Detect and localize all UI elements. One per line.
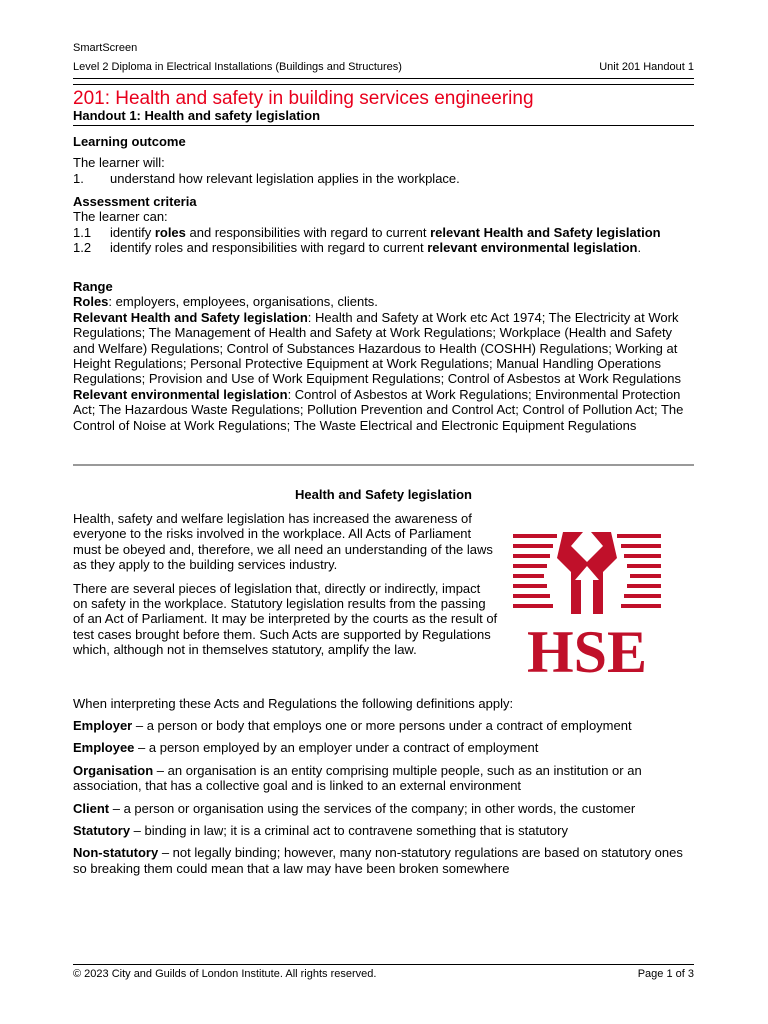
definitions-list bbox=[73, 718, 694, 883]
definition-text: – an organisation is an entity comprising multiple people, such as an institution or an association, that has a collective goal and is linked to an external environment bbox=[73, 762, 642, 794]
range-env-text: : Control of Asbestos at Work Regulations; Environmental Protection Act; The Hazardous Waste Regulations; Pollution Prevention and Control Act; Control of Pollution Act; The Control of Noise at Work Regulations; The Waste Electrical and Electronic Equipment Regulations bbox=[73, 386, 684, 433]
learning-outcome-intro: The learner will: bbox=[73, 155, 165, 171]
range-section bbox=[73, 279, 694, 433]
text-run: identify roles and responsibilities with regard to current bbox=[110, 240, 428, 256]
definition-item bbox=[73, 845, 694, 876]
definition-text: – not legally binding; however, many non-statutory regulations are based on statutory ones so breaking them could mean that a law may have been broken somewhere bbox=[73, 845, 683, 876]
assessment-item bbox=[73, 240, 694, 255]
section-heading: Health and Safety legislation bbox=[295, 487, 472, 502]
definition-term: Employer bbox=[73, 718, 133, 733]
learning-outcome-item bbox=[73, 171, 694, 186]
assessment-section bbox=[73, 194, 694, 256]
intro-paragraphs bbox=[73, 511, 498, 666]
item-text bbox=[110, 225, 694, 240]
header-course: Level 2 Diploma in Electrical Installations (Buildings and Structures) bbox=[73, 61, 402, 73]
header-divider bbox=[73, 78, 694, 79]
range-hs-text: : Health and Safety at Work etc Act 1974; The Electricity at Work Regulations; The Management of Health and Safety at Work Regulations; Workplace (Health and Safety and Welfare) Regulations; Control of Substances Hazardous to Health (COSHH) Regulations; Working at Height Regulations; Personal Protective Equipment at Work Regulations; Manual Handling Operations Regulations; Provision and Use of Work Equipment Regulations; Control of Asbestos at Work Regulations bbox=[73, 309, 681, 387]
definition-item bbox=[73, 763, 694, 794]
definition-term: Non-statutory bbox=[73, 845, 159, 861]
footer bbox=[73, 968, 694, 980]
definition-text: – binding in law; it is a criminal act to contravene something that is statutory bbox=[130, 823, 568, 839]
definition-item bbox=[73, 801, 694, 816]
assessment-heading: Assessment criteria bbox=[73, 194, 197, 209]
definition-item bbox=[73, 823, 694, 838]
definition-text: – a person or body that employs one or more persons under a contract of employment bbox=[132, 718, 632, 733]
definition-term: Client bbox=[73, 800, 110, 816]
page-title: 201: Health and safety in building services engineering bbox=[73, 88, 534, 109]
learning-outcome-section bbox=[73, 134, 694, 186]
definitions-intro: When interpreting these Acts and Regulations the following definitions apply: bbox=[73, 696, 514, 711]
text-run: and responsibilities with regard to current bbox=[185, 224, 431, 240]
header-unit: Unit 201 Handout 1 bbox=[599, 61, 694, 73]
item-text bbox=[110, 240, 694, 255]
range-hs-label: Relevant Health and Safety legislation bbox=[73, 309, 308, 325]
definition-term: Organisation bbox=[73, 762, 154, 778]
text-run: identify bbox=[110, 224, 155, 240]
range-divider bbox=[73, 464, 694, 466]
range-hs bbox=[73, 310, 694, 387]
definition-term: Statutory bbox=[73, 823, 131, 839]
footer-copyright: © 2023 City and Guilds of London Institute. All rights reserved. bbox=[73, 968, 377, 980]
header-row bbox=[73, 61, 694, 73]
range-env-label: Relevant environmental legislation bbox=[73, 386, 288, 402]
footer-page-number: Page 1 of 3 bbox=[637, 968, 694, 980]
subtitle-divider bbox=[73, 125, 694, 126]
definition-text: – a person or organisation using the services of the company; in other words, the customer bbox=[109, 800, 636, 816]
paragraph: There are several pieces of legislation that, directly or indirectly, impact on safety in the workplace. Statutory legislation results from the passing of an Act of Parliament. It may be interpreted by the courts as the result of test cases brought before them. Such Acts are supported by Regulations which, although not in themselves statutory, amplify the law. bbox=[73, 580, 498, 658]
hse-logo-text: HSE bbox=[526, 619, 648, 674]
item-text: understand how relevant legislation applies in the workplace. bbox=[110, 170, 460, 186]
range-roles-label: Roles bbox=[73, 294, 109, 310]
definition-item bbox=[73, 740, 694, 755]
definition-term: Employee bbox=[73, 740, 135, 756]
assessment-intro: The learner can: bbox=[73, 209, 168, 225]
bold-run: relevant environmental legislation bbox=[427, 240, 638, 256]
item-number: 1.1 bbox=[73, 224, 92, 240]
range-heading: Range bbox=[73, 279, 113, 294]
range-env bbox=[73, 387, 694, 433]
page-subtitle: Handout 1: Health and safety legislation bbox=[73, 108, 321, 123]
range-roles-text: : employers, employees, organisations, clients. bbox=[108, 294, 378, 310]
definition-item bbox=[73, 718, 694, 733]
bold-run: roles bbox=[154, 224, 186, 240]
text-run: . bbox=[637, 240, 642, 256]
range-roles bbox=[73, 294, 694, 309]
bold-run: relevant Health and Safety legislation bbox=[430, 224, 661, 240]
paragraph: Health, safety and welfare legislation has increased the awareness of everyone to the risks involved in the workplace. All Acts of Parliament must be obeyed and, therefore, we all need an understanding of the laws as they apply to the building services industry. bbox=[73, 511, 493, 573]
title-top-divider bbox=[73, 84, 694, 85]
definition-text: – a person employed by an employer under a contract of employment bbox=[134, 740, 539, 756]
header-brand: SmartScreen bbox=[73, 42, 138, 54]
assessment-item bbox=[73, 225, 694, 240]
learning-outcome-heading: Learning outcome bbox=[73, 134, 186, 149]
item-number: 1.2 bbox=[73, 240, 92, 256]
footer-divider bbox=[73, 964, 694, 965]
item-number: 1. bbox=[73, 170, 84, 186]
hse-logo bbox=[513, 532, 661, 674]
